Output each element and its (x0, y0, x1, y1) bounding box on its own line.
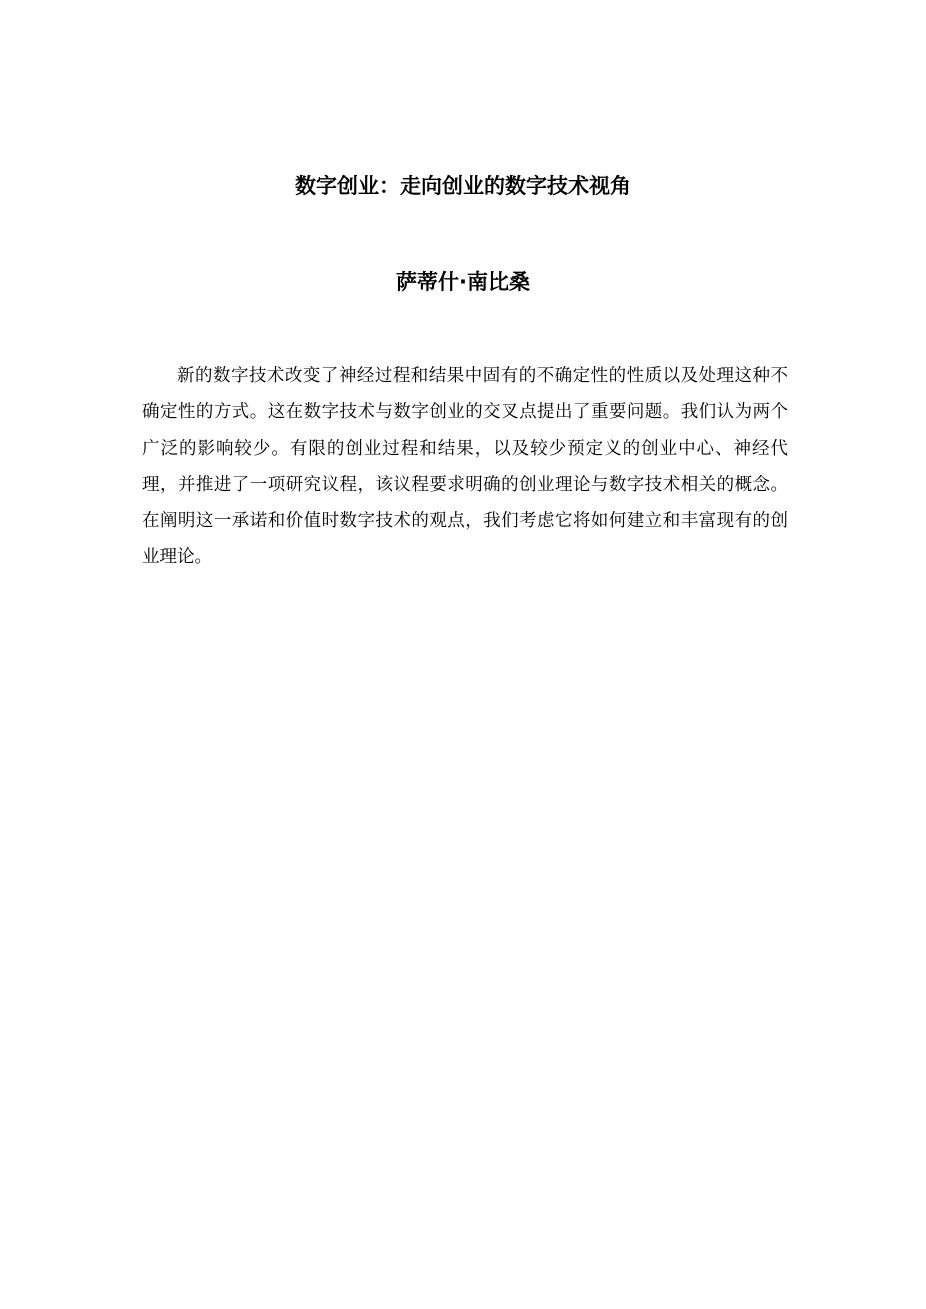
abstract-paragraph: 新的数字技术改变了神经过程和结果中固有的不确定性的性质以及处理这种不确定性的方式。这在数字技术与数字创业的交叉点提出了重要问题。我们认为两个广泛的影响较少。有限的创业过程和结果，以及较少预定义的创业中心、神经代理，并推进了一项研究议程，该议程要求明确的创业理论与数字技术相关的概念。在阐明这一承诺和价值时数字技术的观点，我们考虑它将如何建立和丰富现有的创业理论。 (142, 366, 788, 568)
document-author: 萨蒂什·南比桑 (396, 270, 530, 294)
document-title: 数字创业：走向创业的数字技术视角 (295, 174, 631, 198)
